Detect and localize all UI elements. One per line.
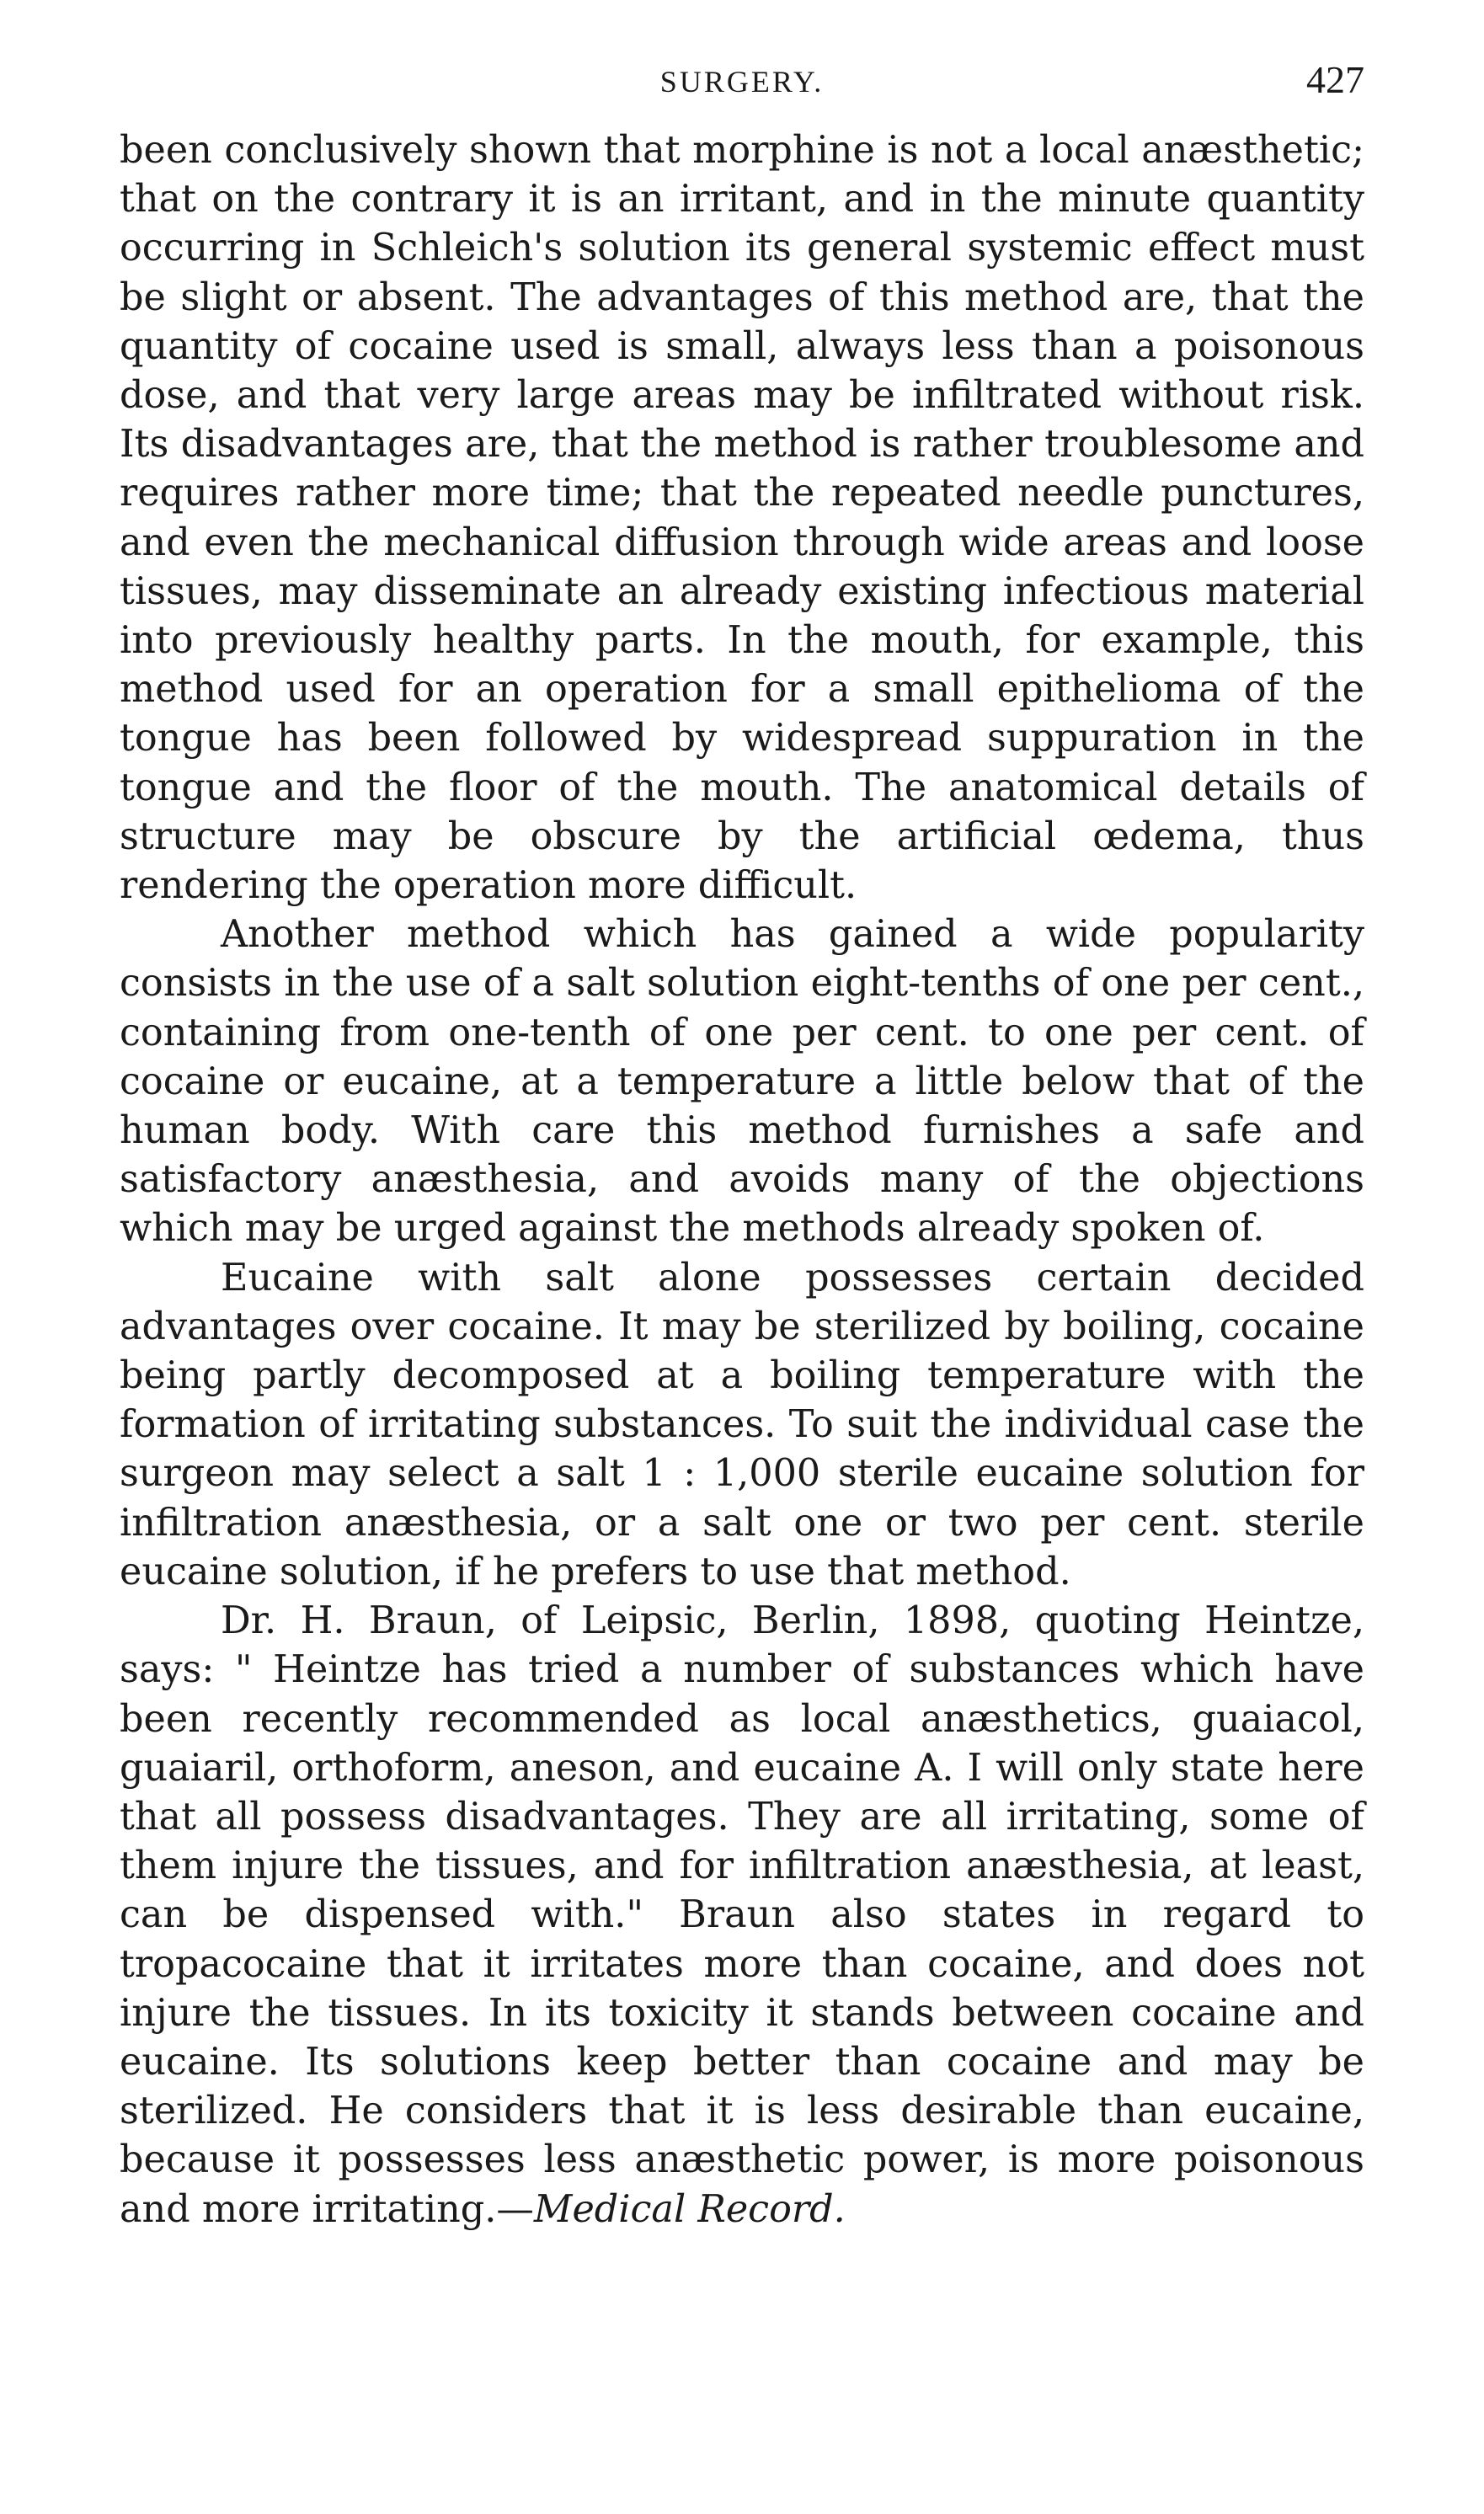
paragraph-eucaine: Eucaine with salt alone possesses certain decided advantages over cocaine. It may be sterilized by boiling, cocaine being partly decomposed at a boiling temperature with the formation of irritating substances. To suit the individual case the surgeon may select a salt 1 : 1,000 sterile eucaine solution for infiltration anæsthesia, or a salt one or two per cent. sterile eucaine solution, if he prefers to use that method.: [120, 1256, 1364, 1593]
running-title: SURGERY.: [659, 65, 825, 99]
paragraph-continued: been conclusively shown that morphine is not a local anæsthetic; that on the contrary it is an irritant, and in the minute quantity occurring in Schleich's solution its general systemic effect must be slight or absent. The advantages of this method are, that the quantity of cocaine used is small, always less than a poisonous dose, and that very large areas may be infiltrated without risk. Its disadvantages are, that the method is rather troublesome and requires rather more time; that the repeated needle punctures, and even the mechanical diffusion through wide areas and loose tissues, may disseminate an already existing infectious material into previously healthy parts. In the mouth, for example, this method used for an operation for a small epithelioma of the tongue has been followed by widespread suppuration in the tongue and the floor of the mouth. The anatomical details of structure may be obscure by the artificial œdema, thus rendering the operation more difficult.: [120, 129, 1364, 908]
citation-source: Medical Record.: [533, 2187, 846, 2231]
paragraph-braun-quote: [120, 1597, 1364, 2234]
paragraph-salt-solution: Another method which has gained a wide popularity consists in the use of a salt solution eight-tenths of one per cent., containing from one-tenth of one per cent. to one per cent. of cocaine or eucaine, at a temperature a little below that of the human body. With care this method furnishes a safe and satisfactory anæsthesia, and avoids many of the objections which may be urged against the methods already spoken of.: [120, 913, 1364, 1251]
braun-quote-text: Dr. H. Braun, of Leipsic, Berlin, 1898, quoting Heintze, says: " Heintze has tried a number of substances which have been recently recommended as local anæsthetics, guaiacol, guaiaril, orthoform, aneson, and eucaine A. I will only state here that all possess disadvantages. They are all irritating, some of them injure the tissues, and for infiltration anæsthesia, at least, can be dispensed with." Braun also states in regard to tropacocaine that it irritates more than cocaine, and does not injure the tissues. In its toxicity it stands between cocaine and eucaine. Its solutions keep better than cocaine and may be sterilized. He considers that it is less desirable than eucaine, because it possesses less anæsthetic power, is more poisonous and more irritating.—: [120, 1599, 1364, 2231]
page-header: [120, 54, 1364, 126]
book-page: [120, 54, 1364, 2234]
page-number: 427: [1306, 58, 1364, 101]
